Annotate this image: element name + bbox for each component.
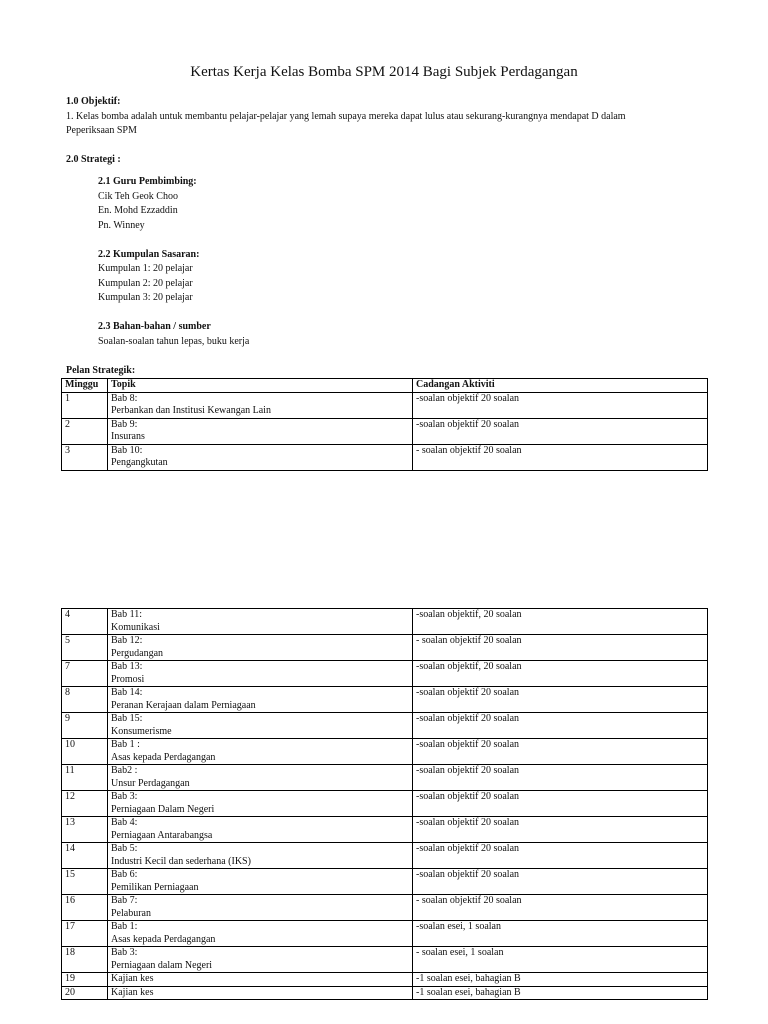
bab-label: Bab 6: [111, 869, 138, 880]
aktiviti-cell: -1 soalan esei, bahagian B [413, 973, 708, 987]
table-row [62, 895, 708, 921]
minggu-cell: 3 [62, 444, 108, 470]
bahan-text: Soalan-soalan tahun lepas, buku kerja [98, 335, 250, 347]
guru-heading: 2.1 Guru Pembimbing: [98, 176, 197, 187]
table-row [62, 687, 708, 713]
aktiviti-cell: -soalan objektif 20 soalan [413, 765, 708, 791]
table-row [62, 713, 708, 739]
topik-label: Pergudangan [111, 647, 164, 659]
topik-label: Perbankan dan Institusi Kewangan Lain [111, 405, 271, 416]
table-row [62, 986, 708, 1000]
bab-label: Bab 9: [111, 418, 138, 430]
topik-cell [108, 687, 413, 713]
minggu-cell: 7 [62, 661, 108, 687]
aktiviti-cell: -soalan objektif 20 soalan [413, 713, 708, 739]
aktiviti-cell: -soalan esei, 1 soalan [413, 921, 708, 947]
table-row [62, 418, 708, 444]
bab-label: Bab 4: [111, 817, 138, 828]
aktiviti-cell: -soalan objektif 20 soalan [413, 739, 708, 765]
bab-label: Bab 8: [111, 392, 138, 404]
table-row [62, 765, 708, 791]
kumpulan-item: Kumpulan 1: 20 pelajar [98, 263, 193, 274]
topik-cell [108, 947, 413, 973]
minggu-cell: 5 [62, 635, 108, 661]
table-row [62, 444, 708, 470]
minggu-cell: 12 [62, 791, 108, 817]
bab-label: Bab2 : [111, 765, 138, 776]
topik-label: Peranan Kerajaan dalam Perniagaan [111, 699, 256, 711]
strategi-heading: 2.0 Strategi : [66, 154, 121, 165]
topik-cell [108, 817, 413, 843]
objektif-section [66, 95, 726, 168]
table-row [62, 973, 708, 987]
topik-cell [108, 609, 413, 635]
guru-name: Cik Teh Geok Choo [98, 190, 178, 202]
bab-label: Bab 1 : [111, 739, 140, 750]
table-row [62, 947, 708, 973]
minggu-cell: 13 [62, 817, 108, 843]
topik-cell [108, 713, 413, 739]
pelan-heading: Pelan Strategik: [66, 365, 136, 376]
table-row [62, 661, 708, 687]
table-row [62, 869, 708, 895]
minggu-cell: 18 [62, 947, 108, 973]
bab-label: Bab 14: [111, 687, 143, 698]
aktiviti-cell: - soalan objektif 20 soalan [413, 444, 708, 470]
topik-label: Komunikasi [111, 621, 160, 633]
table-header-row [62, 379, 708, 393]
topik-label: Asas kepada Perdagangan [111, 933, 216, 945]
topik-label: Unsur Perdagangan [111, 777, 190, 789]
bab-label: Bab 13: [111, 661, 143, 672]
minggu-cell: 10 [62, 739, 108, 765]
kumpulan-heading: 2.2 Kumpulan Sasaran: [98, 248, 200, 260]
aktiviti-cell: -soalan objektif 20 soalan [413, 392, 708, 418]
topik-cell [108, 973, 413, 987]
objektif-line-2: Peperiksaan SPM [66, 125, 137, 136]
topik-cell [108, 392, 413, 418]
minggu-cell: 20 [62, 986, 108, 1000]
topik-cell [108, 921, 413, 947]
topik-label: Asas kepada Perdagangan [111, 751, 216, 763]
document-title: Kertas Kerja Kelas Bomba SPM 2014 Bagi Subjek Perdagangan [190, 64, 578, 80]
minggu-cell: 17 [62, 921, 108, 947]
minggu-cell: 11 [62, 765, 108, 791]
bab-label: Kajian kes [111, 986, 154, 998]
topik-label: Konsumerisme [111, 725, 172, 737]
bab-label: Bab 3: [111, 791, 138, 802]
bab-label: Bab 1: [111, 921, 138, 932]
topik-label: Perniagaan Dalam Negeri [111, 803, 215, 815]
aktiviti-cell: -soalan objektif, 20 soalan [413, 661, 708, 687]
topik-label: Perniagaan Antarabangsa [111, 829, 213, 841]
topik-label: Industri Kecil dan sederhana (IKS) [111, 855, 251, 867]
topik-label: Insurans [111, 431, 145, 442]
strategi-section [98, 175, 698, 349]
aktiviti-cell: -soalan objektif 20 soalan [413, 418, 708, 444]
header-aktiviti: Cadangan Aktiviti [413, 379, 708, 393]
header-minggu: Minggu [62, 379, 108, 393]
bab-label: Bab 3: [111, 947, 138, 958]
objektif-line-1: 1. Kelas bomba adalah untuk membantu pelajar-pelajar yang lemah supaya mereka dapat lulus atau sekurang-kurangnya mendapat D dalam [66, 110, 626, 122]
bab-label: Bab 10: [111, 444, 143, 456]
minggu-cell: 19 [62, 973, 108, 987]
topik-cell [108, 843, 413, 869]
aktiviti-cell: -soalan objektif 20 soalan [413, 817, 708, 843]
bab-label: Bab 11: [111, 609, 143, 620]
bab-label: Bab 15: [111, 713, 143, 724]
topik-cell [108, 661, 413, 687]
topik-label: Pengangkutan [111, 457, 168, 468]
table-row [62, 635, 708, 661]
minggu-cell: 2 [62, 418, 108, 444]
aktiviti-cell: -soalan objektif, 20 soalan [413, 609, 708, 635]
bab-label: Bab 5: [111, 843, 138, 854]
topik-cell [108, 418, 413, 444]
aktiviti-cell: -soalan objektif 20 soalan [413, 843, 708, 869]
aktiviti-cell: - soalan objektif 20 soalan [413, 895, 708, 921]
minggu-cell: 16 [62, 895, 108, 921]
topik-cell [108, 444, 413, 470]
table-row [62, 739, 708, 765]
topik-cell [108, 635, 413, 661]
bab-label: Bab 12: [111, 635, 143, 646]
table-row [62, 791, 708, 817]
topik-label: Perniagaan dalam Negeri [111, 959, 213, 971]
guru-name: En. Mohd Ezzaddin [98, 205, 178, 216]
bab-label: Bab 7: [111, 895, 138, 906]
topik-cell [108, 791, 413, 817]
topik-cell [108, 986, 413, 1000]
aktiviti-cell: - soalan esei, 1 soalan [413, 947, 708, 973]
table-row [62, 392, 708, 418]
pelan-table-page-2 [61, 608, 708, 1000]
aktiviti-cell: -soalan objektif 20 soalan [413, 791, 708, 817]
objektif-heading: 1.0 Objektif: [66, 96, 121, 107]
minggu-cell: 9 [62, 713, 108, 739]
minggu-cell: 4 [62, 609, 108, 635]
aktiviti-cell: -soalan objektif 20 soalan [413, 687, 708, 713]
topik-cell [108, 739, 413, 765]
topik-cell [108, 895, 413, 921]
table-row [62, 609, 708, 635]
header-topik: Topik [108, 379, 413, 393]
kumpulan-item: Kumpulan 3: 20 pelajar [98, 292, 193, 303]
topik-label: Pemilikan Perniagaan [111, 881, 199, 893]
topik-label: Pelaburan [111, 907, 151, 919]
table-row [62, 921, 708, 947]
kumpulan-item: Kumpulan 2: 20 pelajar [98, 277, 193, 289]
minggu-cell: 15 [62, 869, 108, 895]
minggu-cell: 1 [62, 392, 108, 418]
minggu-cell: 8 [62, 687, 108, 713]
aktiviti-cell: - soalan objektif 20 soalan [413, 635, 708, 661]
aktiviti-cell: -soalan objektif 20 soalan [413, 869, 708, 895]
guru-name: Pn. Winney [98, 219, 145, 231]
topik-label: Promosi [111, 673, 145, 685]
minggu-cell: 14 [62, 843, 108, 869]
bab-label: Kajian kes [111, 973, 154, 984]
pelan-table-page-1 [61, 378, 708, 471]
bahan-heading: 2.3 Bahan-bahan / sumber [98, 321, 211, 332]
aktiviti-cell: -1 soalan esei, bahagian B [413, 986, 708, 1000]
topik-cell [108, 765, 413, 791]
table-row [62, 817, 708, 843]
table-row [62, 843, 708, 869]
topik-cell [108, 869, 413, 895]
